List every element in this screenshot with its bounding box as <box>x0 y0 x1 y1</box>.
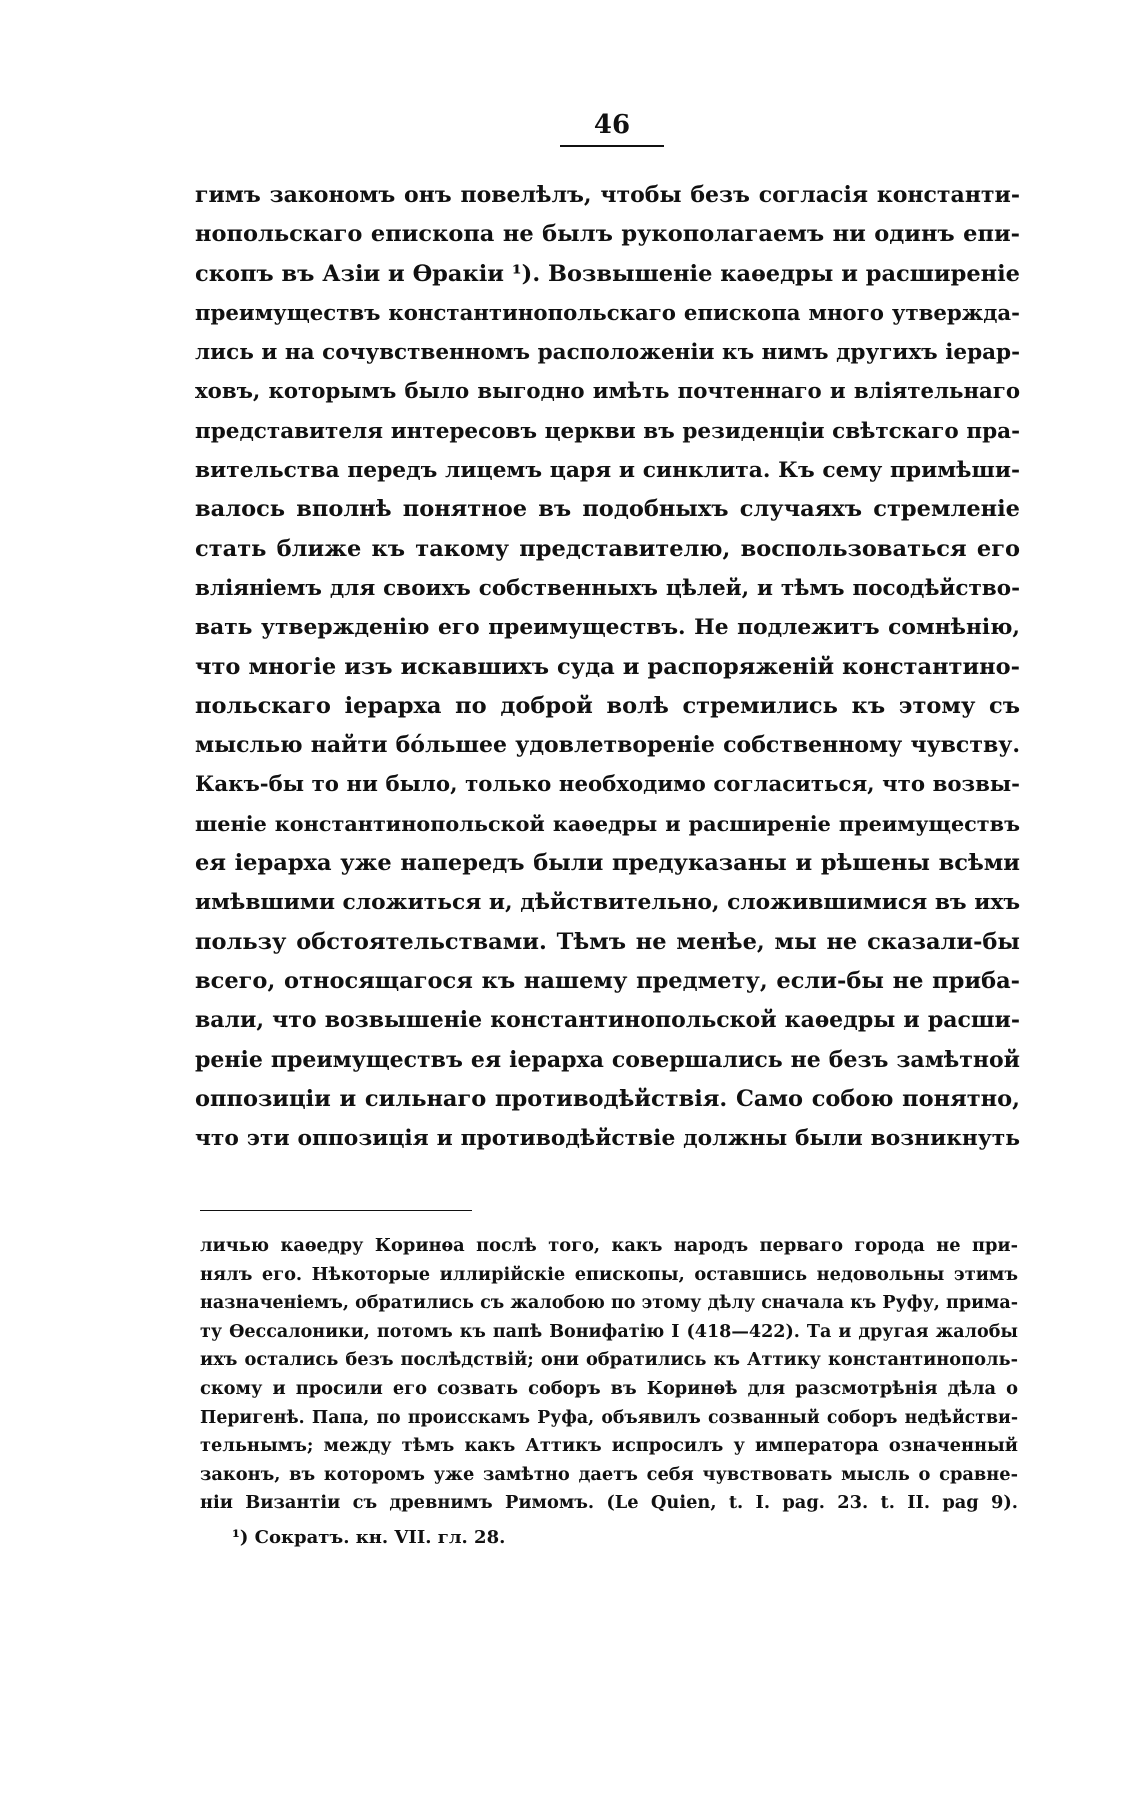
text-line: нопольскаго епископа не былъ рукополагаемъ ни одинъ епи- <box>195 221 1020 248</box>
text-line: имѣвшими сложиться и, дѣйствительно, сложившимися въ ихъ <box>195 890 1020 916</box>
footnote-line: назначеніемъ, обратились съ жалобою по этому дѣлу сначала къ Руфу, прима- <box>200 1293 1018 1314</box>
footnote-line: ніи Византіи съ древнимъ Римомъ. (Le Quien, t. I. pag. 23. t. II. pag 9). <box>200 1492 1018 1514</box>
footnote-line: ту Ѳессалоники, потомъ къ папѣ Вонифатію I (418—422). Та и другая жалобы <box>200 1321 1018 1342</box>
text-line: шеніе константинопольской каѳедры и расширеніе преимуществъ <box>195 811 1020 836</box>
text-line: вліяніемъ для своихъ собственныхъ цѣлей, и тѣмъ посодѣйство- <box>195 575 1020 601</box>
page-number: 46 <box>593 110 631 140</box>
footnote-line: тельнымъ; между тѣмъ какъ Аттикъ испросилъ у императора означенный <box>200 1435 1018 1457</box>
footnote-line: законъ, въ которомъ уже замѣтно даетъ себя чувствовать мысль о сравне- <box>200 1463 1018 1485</box>
text-line: реніе преимуществъ ея іерарха совершались не безъ замѣтной <box>195 1046 1020 1073</box>
text-line: мыслью найти бо́льшее удовлетвореніе собственному чувству. <box>195 732 1020 759</box>
text-line: пользу обстоятельствами. Тѣмъ не менѣе, мы не сказали-бы <box>195 928 1020 955</box>
text-line: валось вполнѣ понятное въ подобныхъ случаяхъ стремленіе <box>195 496 1020 523</box>
text-line: польскаго іерарха по доброй волѣ стремились къ этому съ <box>195 692 1020 719</box>
footnote-line: ихъ остались безъ послѣдствій; они обратились къ Аттику константинополь- <box>200 1349 1018 1371</box>
text-line: вительства передъ лицемъ царя и синклита. Къ сему примѣши- <box>195 458 1020 484</box>
text-line: ховъ, которымъ было выгодно имѣть почтеннаго и вліятельнаго <box>195 379 1020 405</box>
text-line: вали, что возвышеніе константинопольской каѳедры и расши- <box>195 1007 1020 1034</box>
text-line: гимъ закономъ онъ повелѣлъ, чтобы безъ согласія константи- <box>195 182 1020 208</box>
footnote-line: нялъ его. Нѣкоторые иллирійскіе епископы, оставшись недовольны этимъ <box>200 1263 1018 1285</box>
text-line: оппозиціи и сильнаго противодѣйствія. Само собою понятно, <box>195 1085 1020 1112</box>
footnote-line: личью каѳедру Коринѳа послѣ того, какъ народъ перваго города не при- <box>200 1235 1018 1256</box>
text-line: ея іерарха уже напередъ были предуказаны и рѣшены всѣми <box>195 850 1020 877</box>
text-line: всего, относящагося къ нашему предмету, если-бы не приба- <box>195 967 1020 994</box>
footnote-separator <box>200 1210 472 1211</box>
footnote-continuation <box>200 1232 1018 1518</box>
main-text <box>195 176 1020 1158</box>
text-line: лись и на сочувственномъ расположеніи къ нимъ другихъ іерар- <box>195 340 1020 366</box>
text-line: что многіе изъ искавшихъ суда и распоряженій константино- <box>195 653 1020 680</box>
footnote-line: Перигенѣ. Папа, по происскамъ Руфа, объявилъ созванный соборъ недѣйстви- <box>200 1407 1018 1428</box>
header-rule <box>560 145 664 147</box>
text-line: вать утвержденію его преимуществъ. Не подлежитъ сомнѣнію, <box>195 615 1020 641</box>
text-line: представителя интересовъ церкви въ резиденціи свѣтскаго пра- <box>195 418 1020 444</box>
text-line: стать ближе къ такому представителю, воспользоваться его <box>195 535 1020 562</box>
text-line: Какъ-бы то ни было, только необходимо согласиться, что возвы- <box>195 772 1020 798</box>
text-line: преимуществъ константинопольскаго епископа много утвержда- <box>195 300 1020 326</box>
footnote-reference: ¹) Сократъ. кн. VII. гл. 28. <box>232 1527 506 1548</box>
text-line: скопъ въ Азіи и Ѳракіи ¹). Возвышеніе каѳедры и расширеніе <box>195 260 1020 287</box>
footnote-line: скому и просили его созвать соборъ въ Коринѳѣ для разсмотрѣнія дѣла о <box>200 1377 1018 1399</box>
text-line: что эти оппозиція и противодѣйствіе должны были возникнуть <box>195 1126 1020 1152</box>
